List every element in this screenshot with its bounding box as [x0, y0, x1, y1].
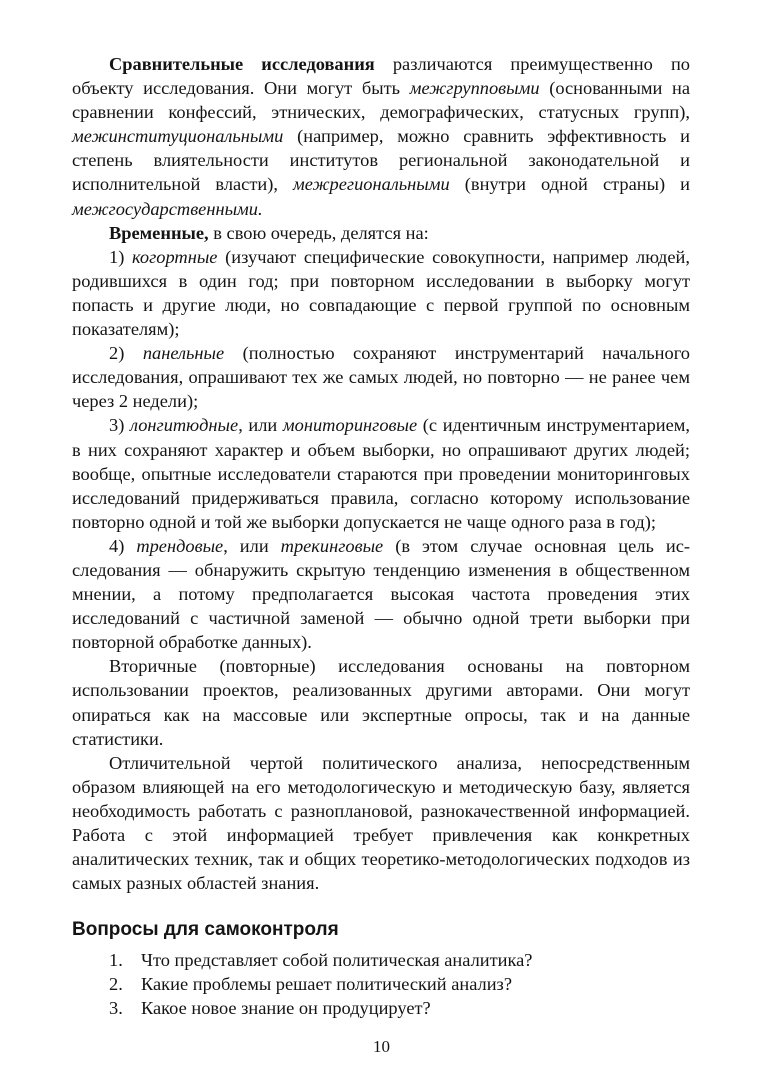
list-number: 1): [109, 246, 133, 267]
text-span: (в этом случае основная цель исследования — обнаружить скрытую тенденцию изменения в общественном мнении, а потому предполагается высокая частота проведения этих исследований с частичной заменой — обычно одной трети выборки при повторной обработке данных).: [72, 535, 691, 653]
question-text: Какое новое знание он продуцирует?: [141, 998, 431, 1019]
question-number: 1.: [109, 950, 123, 970]
list-item-trend: [72, 534, 690, 654]
text-span: (например, можно сравнить эффективность и степень влиятельности институтов региональной законодательной и исполнительной власти),: [72, 126, 690, 195]
question-text: Что представляет собой политическая аналитика?: [141, 950, 533, 970]
page-body: [72, 52, 690, 895]
text-span: (полностью сохраняют инструментарий начального исследования, опрашивают тех же самых людей, но повторно — не ранее чем через 2 недели);: [72, 343, 690, 412]
term-interstate: межгосударственными.: [72, 198, 263, 219]
text-span: в свою очередь, делятся на:: [208, 222, 429, 243]
text-span: различаются преимущественно по объекту исследования. Они могут быть: [72, 54, 690, 99]
term-interinstitutional: межинституциональными: [72, 126, 284, 147]
paragraph-secondary-studies: Вторичные (повторные) исследования основаны на повторном использовании проектов, реализованных другими авторами. Они могут опираться как на массовые или экспертные опросы, так и на данные статистики.: [72, 656, 690, 749]
term-monitoring: мониторинговые: [282, 415, 418, 436]
term-tracking: трекинговые: [280, 535, 384, 556]
term-trend: трендовые: [136, 535, 224, 556]
paragraph-political-analysis: Отличительной чертой политического анализа, непосредственным образом влияющей на его методологическую и методическую базу, является необходимость работать с разноплановой, разнокачественной информацией. Работа с этой информацией требует привлечения как конкретных аналитических техник, так и общих теоретико-методологических подходов из самых разных областей знания.: [72, 752, 690, 894]
text-span: (внутри одной страны) и: [449, 174, 690, 195]
question-number: 2.: [109, 974, 123, 995]
list-item-panel: [72, 341, 690, 413]
term-comparative-studies: Сравнительные исследования: [109, 54, 375, 74]
text-span: (изучают специфические совокупности, например людей, родившихся в один год; при повторном исследовании в выборку могут попасть и другие люди, но совпадающие с первой группой по основным показателям);: [72, 246, 691, 340]
term-cohort: когортные: [132, 246, 218, 267]
section-heading: Вопросы для самоконтроля: [72, 919, 339, 940]
list-item: [72, 996, 690, 1020]
paragraph-comparative-studies: [72, 52, 690, 221]
question-text: Какие проблемы решает политический анализ?: [141, 974, 512, 995]
question-number: 3.: [109, 998, 123, 1019]
text-span: (основанными на сравнении конфессий, этнических, демографических, статусных групп),: [72, 78, 690, 123]
text-span: , или: [238, 415, 283, 436]
list-item: [72, 948, 690, 972]
term-temporal: Временные,: [109, 222, 209, 243]
term-longitudinal: лонгитюдные: [129, 415, 239, 436]
text-span: (с идентичным инструментарием, в них сохраняют характер и объем выборки, но опрашивают других людей; вообще, опытные исследователи стараются при проведении мониторинговых исследований придерживаться правила, согласно которому использование повторно одной и той же выборки допускается не чаще одного раза в год);: [72, 415, 691, 532]
text-span: , или: [223, 535, 281, 556]
list-number: 2): [109, 343, 143, 364]
term-intergroup: межгрупповыми: [409, 78, 540, 99]
list-number: 4): [109, 535, 137, 556]
list-item-longitudinal: [72, 413, 690, 533]
term-interregional: межрегиональными: [293, 174, 450, 195]
list-number: 3): [109, 415, 130, 436]
questions-list: [72, 948, 690, 1020]
list-item: [72, 972, 690, 996]
term-panel: панельные: [142, 343, 225, 364]
paragraph-temporal-studies: [72, 221, 690, 245]
page-number: 10: [373, 1037, 390, 1056]
list-item-cohort: [72, 245, 690, 341]
